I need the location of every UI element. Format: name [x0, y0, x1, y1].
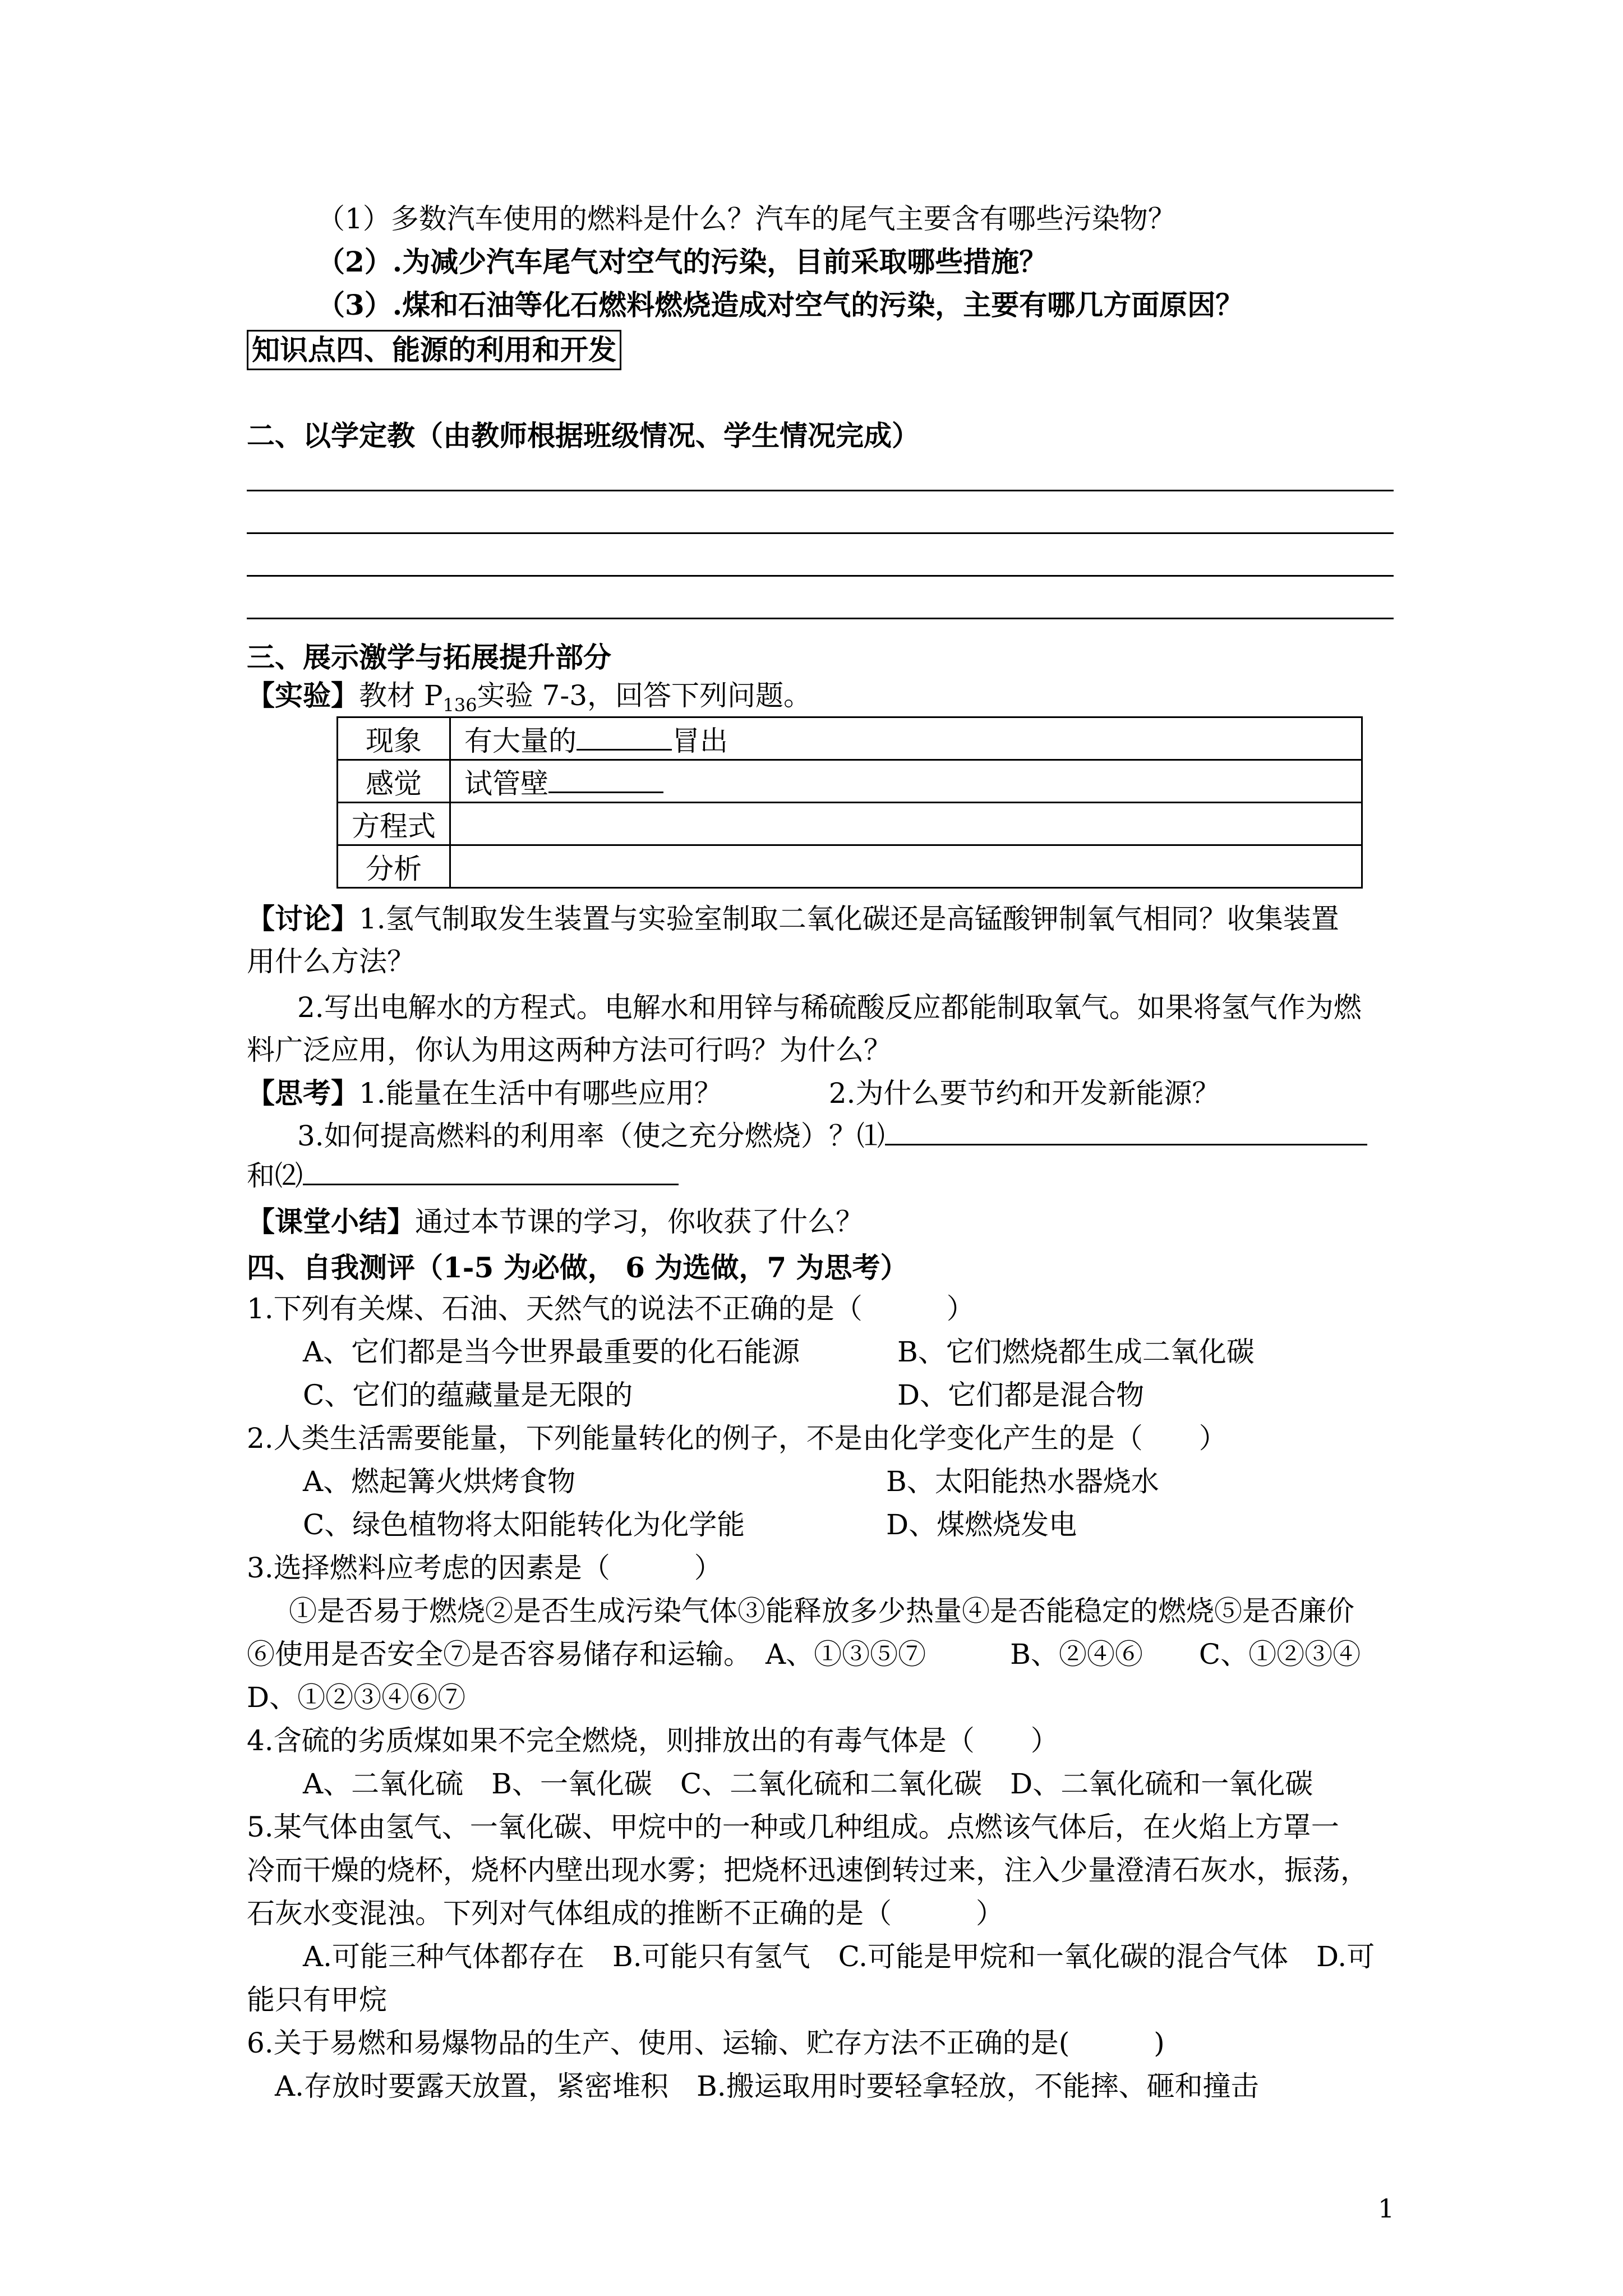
discussion-line-2: 用什么方法？	[247, 945, 415, 978]
option-2d: D、煤燃烧发电	[886, 1508, 1077, 1541]
question-6-options: A.存放时要露天放置，紧密堆积 B.搬运取用时要轻拿轻放，不能摔、砸和撞击	[275, 2070, 1259, 2102]
option-2a: A、燃起篝火烘烤食物	[303, 1465, 576, 1498]
discussion-tag: 【讨论】	[247, 902, 359, 935]
page-number: 1	[1378, 2193, 1395, 2224]
think-line-1: 【思考】1.能量在生活中有哪些应用？ 2.为什么要节约和开发新能源？	[247, 1076, 1220, 1110]
discussion-line-1: 【讨论】1.氢气制取发生装置与实验室制取二氧化碳还是高锰酸钾制氧气相同？收集装置	[247, 902, 1339, 935]
section-3-heading: 三、展示激学与拓展提升部分	[247, 641, 611, 674]
table-value-analysis[interactable]	[450, 845, 1362, 888]
test-question-1: 1.下列有关煤、石油、天然气的说法不正确的是（ ）	[247, 1292, 975, 1325]
experiment-table	[336, 716, 1363, 889]
table-value-feeling: 试管壁	[450, 760, 1362, 803]
test-question-5-line-3: 石灰水变混浊。下列对气体组成的推断不正确的是（ ）	[247, 1897, 1004, 1930]
question-4-options: A、二氧化硫 B、一氧化碳 C、二氧化硫和二氧化碳 D、二氧化硫和一氧化碳	[303, 1768, 1313, 1800]
table-key-feeling: 感觉	[338, 760, 450, 803]
discussion-line-3: 2.写出电解水的方程式。电解水和用锌与稀硫酸反应都能制取氧气。如果将氢气作为燃	[297, 991, 1362, 1024]
experiment-line	[247, 679, 811, 722]
question-3-text: （3）.煤和石油等化石燃料燃烧造成对空气的污染，主要有哪几方面原因？	[317, 288, 1244, 321]
question-2-text: （2）.为减少汽车尾气对空气的污染，目前采取哪些措施？	[317, 245, 1048, 278]
table-row	[338, 845, 1362, 888]
question-3-line-2: ⑥使用是否安全⑦是否容易储存和运输。 A、①③⑤⑦ B、②④⑥ C、①②③④	[247, 1638, 1361, 1671]
question-3-line-3: D、①②③④⑥⑦	[247, 1681, 466, 1714]
answer-rule	[247, 490, 1394, 491]
fill-blank[interactable]	[303, 1159, 679, 1185]
think-line-3: 和⑵	[247, 1159, 679, 1193]
section-2-heading: 二、以学定教（由教师根据班级情况、学生情况完成）	[247, 419, 920, 452]
test-question-5-line-1: 5.某气体由氢气、一氧化碳、甲烷中的一种或几种组成。点燃该气体后，在火焰上方罩一	[247, 1811, 1339, 1843]
table-key-analysis: 分析	[338, 845, 450, 888]
experiment-page-subscript: 136	[442, 694, 477, 716]
experiment-tag: 【实验】	[247, 679, 359, 712]
summary-tag: 【课堂小结】	[247, 1205, 415, 1238]
think-line-2: 3.如何提高燃料的利用率（使之充分燃烧）？⑴	[297, 1119, 1367, 1153]
summary-line: 【课堂小结】通过本节课的学习，你收获了什么？	[247, 1205, 864, 1238]
table-value-phenomenon: 有大量的 冒出	[450, 717, 1362, 760]
fill-blank[interactable]	[885, 1119, 1367, 1145]
table-value-equation[interactable]	[450, 803, 1362, 845]
experiment-text-b: 实验 7-3，回答下列问题。	[477, 679, 812, 712]
think-tag: 【思考】	[247, 1076, 359, 1110]
option-1a: A、它们都是当今世界最重要的化石能源	[303, 1336, 800, 1368]
option-1c: C、它们的蕴藏量是无限的	[303, 1379, 633, 1411]
option-1b: B、它们燃烧都生成二氧化碳	[897, 1336, 1255, 1368]
question-5-options-1: A.可能三种气体都存在 B.可能只有氢气 C.可能是甲烷和一氧化碳的混合气体 D.可	[303, 1940, 1375, 1973]
table-key-phenomenon: 现象	[338, 717, 450, 760]
test-question-6: 6.关于易燃和易爆物品的生产、使用、运输、贮存方法不正确的是( )	[247, 2027, 1165, 2059]
option-2c: C、绿色植物将太阳能转化为化学能	[303, 1508, 745, 1541]
answer-rule	[247, 575, 1394, 577]
test-question-3: 3.选择燃料应考虑的因素是（ ）	[247, 1552, 722, 1584]
question-1-text: （1）多数汽车使用的燃料是什么？汽车的尾气主要含有哪些污染物？	[317, 203, 1176, 235]
test-question-5-line-2: 冷而干燥的烧杯，烧杯内壁出现水雾；把烧杯迅速倒转过来，注入少量澄清石灰水，振荡，	[247, 1854, 1368, 1887]
option-1d: D、它们都是混合物	[897, 1379, 1145, 1411]
option-2b: B、太阳能热水器烧水	[886, 1465, 1159, 1498]
question-5-options-2: 能只有甲烷	[247, 1984, 387, 2016]
test-question-4: 4.含硫的劣质煤如果不完全燃烧，则排放出的有毒气体是（ ）	[247, 1724, 1059, 1757]
test-question-2: 2.人类生活需要能量，下列能量转化的例子，不是由化学变化产生的是（ ）	[247, 1422, 1227, 1455]
section-4-heading: 四、自我测评（1-5 为必做， 6 为选做，7 为思考）	[247, 1251, 909, 1284]
table-row	[338, 760, 1362, 803]
fill-blank[interactable]	[548, 767, 663, 793]
knowledge-point-4-box: 知识点四、能源的利用和开发	[247, 330, 621, 370]
experiment-text-a: 教材 P	[359, 679, 443, 712]
table-key-equation: 方程式	[338, 803, 450, 845]
fill-blank[interactable]	[577, 724, 672, 751]
table-row	[338, 717, 1362, 760]
table-row	[338, 803, 1362, 845]
answer-rule	[247, 532, 1394, 534]
answer-rule	[247, 618, 1394, 619]
question-3-line-1: ①是否易于燃烧②是否生成污染气体③能释放多少热量④是否能稳定的燃烧⑤是否廉价	[289, 1595, 1354, 1627]
discussion-line-4: 料广泛应用，你认为用这两种方法可行吗？为什么？	[247, 1034, 892, 1066]
